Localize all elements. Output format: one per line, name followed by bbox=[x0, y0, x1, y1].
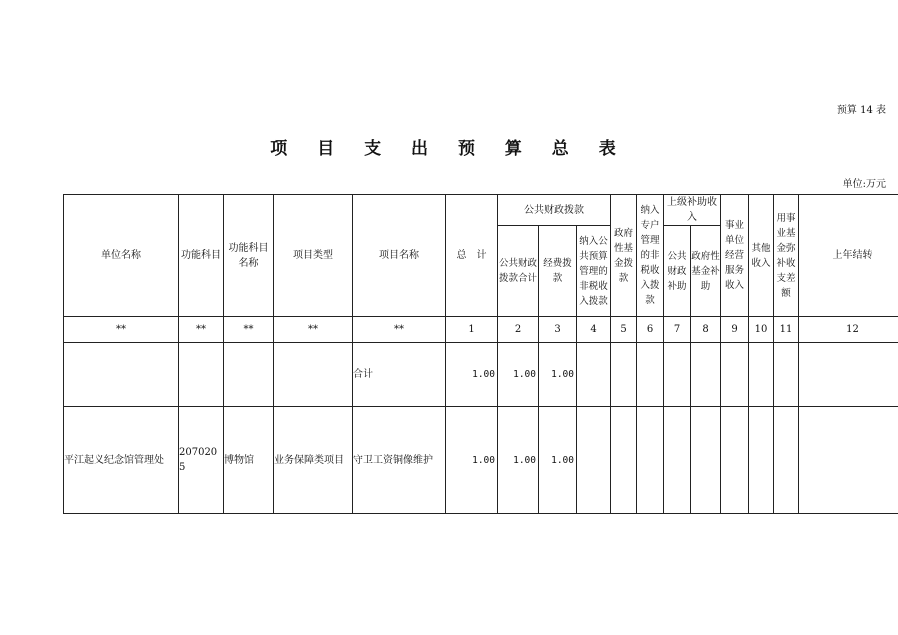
empty-cell bbox=[611, 343, 637, 407]
index-cell: 6 bbox=[637, 317, 664, 343]
empty-cell bbox=[691, 343, 721, 407]
index-cell: 7 bbox=[664, 317, 691, 343]
header-project-type: 项目类型 bbox=[274, 195, 353, 317]
index-row bbox=[64, 317, 898, 343]
empty-cell bbox=[664, 407, 691, 514]
index-cell: ** bbox=[274, 317, 353, 343]
header-fund-supplement: 用事业基金弥补收支差额 bbox=[774, 195, 799, 317]
index-cell: ** bbox=[179, 317, 224, 343]
header-gov-fund: 政府性基金拨款 bbox=[611, 195, 637, 317]
index-cell: 8 bbox=[691, 317, 721, 343]
index-cell: 11 bbox=[774, 317, 799, 343]
index-cell: ** bbox=[353, 317, 446, 343]
empty-cell bbox=[577, 407, 611, 514]
index-cell: 9 bbox=[721, 317, 749, 343]
cell-public-fiscal-total: 1.00 bbox=[498, 407, 539, 514]
header-carryover: 上年结转 bbox=[799, 195, 898, 317]
header-total: 总 计 bbox=[446, 195, 498, 317]
index-cell: ** bbox=[224, 317, 274, 343]
header-superior-gov-fund: 政府性基金补助 bbox=[691, 226, 721, 317]
empty-cell bbox=[799, 407, 898, 514]
empty-cell bbox=[611, 407, 637, 514]
table-row bbox=[64, 407, 898, 514]
empty-cell bbox=[721, 407, 749, 514]
header-func-name: 功能科目名称 bbox=[224, 195, 274, 317]
header-superior-subsidy: 上级补助收入 bbox=[664, 195, 721, 226]
index-cell: 1 bbox=[446, 317, 498, 343]
cell-expense-grant: 1.00 bbox=[539, 407, 577, 514]
cell-total: 1.00 bbox=[446, 407, 498, 514]
empty-cell bbox=[799, 343, 898, 407]
header-expense-grant: 经费拨款 bbox=[539, 226, 577, 317]
table-row-total bbox=[64, 343, 898, 407]
empty-cell bbox=[749, 407, 774, 514]
header-superior-fiscal: 公共财政补助 bbox=[664, 226, 691, 317]
empty-cell bbox=[691, 407, 721, 514]
header-business-income: 事业单位经营服务收入 bbox=[721, 195, 749, 317]
page-title: 项 目 支 出 预 算 总 表 bbox=[270, 139, 628, 159]
index-cell: 5 bbox=[611, 317, 637, 343]
header-unit-name: 单位名称 bbox=[64, 195, 179, 317]
header-project-name: 项目名称 bbox=[353, 195, 446, 317]
header-func-code: 功能科目 bbox=[179, 195, 224, 317]
cell-func-name bbox=[224, 343, 274, 407]
cell-unit-name bbox=[64, 343, 179, 407]
empty-cell bbox=[637, 343, 664, 407]
cell-func-name: 博物馆 bbox=[224, 407, 274, 514]
empty-cell bbox=[774, 407, 799, 514]
index-cell: ** bbox=[64, 317, 179, 343]
header-non-tax-public: 纳入公共预算管理的非税收入拨款 bbox=[577, 226, 611, 317]
index-cell: 3 bbox=[539, 317, 577, 343]
unit-label: 单位:万元 bbox=[842, 179, 886, 190]
header-public-fiscal-total: 公共财政拨款合计 bbox=[498, 226, 539, 317]
budget-table bbox=[63, 194, 898, 514]
cell-total: 1.00 bbox=[446, 343, 498, 407]
index-cell: 4 bbox=[577, 317, 611, 343]
cell-func-code bbox=[179, 343, 224, 407]
form-number: 预算 14 表 bbox=[836, 105, 886, 116]
empty-cell bbox=[749, 343, 774, 407]
header-row-1 bbox=[64, 195, 898, 226]
cell-func-code: 2070205 bbox=[179, 407, 224, 514]
cell-public-fiscal-total: 1.00 bbox=[498, 343, 539, 407]
index-cell: 10 bbox=[749, 317, 774, 343]
empty-cell bbox=[721, 343, 749, 407]
empty-cell bbox=[664, 343, 691, 407]
cell-project-name: 守卫工资铜像维护 bbox=[353, 407, 446, 514]
empty-cell bbox=[577, 343, 611, 407]
index-cell: 12 bbox=[799, 317, 898, 343]
cell-project-type bbox=[274, 343, 353, 407]
header-other-income: 其他收入 bbox=[749, 195, 774, 317]
index-cell: 2 bbox=[498, 317, 539, 343]
cell-project-type: 业务保障类项目 bbox=[274, 407, 353, 514]
header-public-fiscal: 公共财政拨款 bbox=[498, 195, 611, 226]
cell-project-name: 合计 bbox=[353, 343, 446, 407]
header-special-non-tax: 纳入专户管理的非税收入拨款 bbox=[637, 195, 664, 317]
cell-expense-grant: 1.00 bbox=[539, 343, 577, 407]
cell-unit-name: 平江起义纪念馆管理处 bbox=[64, 407, 179, 514]
empty-cell bbox=[774, 343, 799, 407]
empty-cell bbox=[637, 407, 664, 514]
